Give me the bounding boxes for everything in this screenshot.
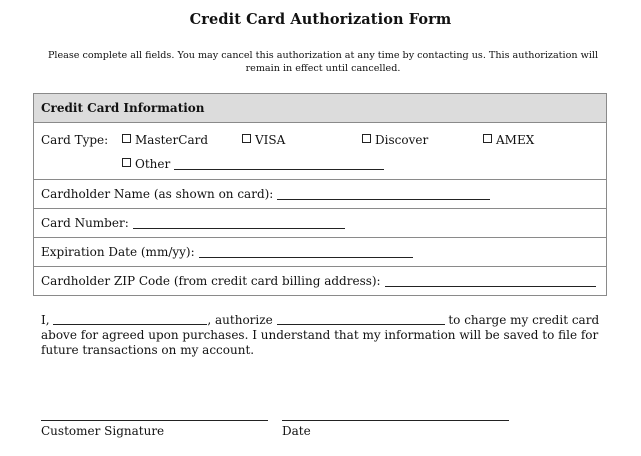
expiration-date-label: Expiration Date (mm/yy): xyxy=(41,245,195,259)
authorization-statement xyxy=(41,313,607,358)
card-number-label: Card Number: xyxy=(41,216,129,230)
other-checkbox[interactable] xyxy=(122,158,131,167)
amex-option[interactable] xyxy=(483,133,534,147)
card-type-row xyxy=(34,123,606,180)
section-header: Credit Card Information xyxy=(34,94,606,123)
customer-signature-label: Customer Signature xyxy=(41,424,165,438)
merchant-name-input-line[interactable] xyxy=(277,324,445,325)
customer-name-input-line[interactable] xyxy=(53,324,207,325)
discover-label: Discover xyxy=(375,133,429,147)
amex-checkbox[interactable] xyxy=(483,134,492,143)
cardholder-name-row xyxy=(34,180,606,209)
card-type-label: Card Type: xyxy=(41,133,109,147)
visa-option[interactable] xyxy=(242,133,285,147)
mastercard-label: MasterCard xyxy=(135,133,209,147)
card-number-input-line[interactable] xyxy=(133,228,345,229)
expiration-date-row xyxy=(34,238,606,267)
date-line[interactable] xyxy=(282,420,509,421)
discover-checkbox[interactable] xyxy=(362,134,371,143)
card-number-row xyxy=(34,209,606,238)
zip-code-label: Cardholder ZIP Code (from credit card billing address): xyxy=(41,274,381,288)
other-card-input-line[interactable] xyxy=(174,169,384,170)
visa-checkbox[interactable] xyxy=(242,134,251,143)
amex-label: AMEX xyxy=(496,133,535,147)
mastercard-checkbox[interactable] xyxy=(122,134,131,143)
credit-card-info-section xyxy=(33,93,607,296)
cardholder-name-input-line[interactable] xyxy=(277,199,490,200)
authorization-rest-text: above for agreed upon purchases. I understand that my information will be saved to file for future transactions on my account. xyxy=(41,328,599,357)
other-option[interactable] xyxy=(122,157,384,171)
date-label: Date xyxy=(282,424,311,438)
customer-signature-line[interactable] xyxy=(41,420,268,421)
other-label: Other xyxy=(135,157,171,171)
mastercard-option[interactable] xyxy=(122,133,208,147)
authorization-authorize-text: , authorize xyxy=(207,313,273,327)
expiration-date-input-line[interactable] xyxy=(199,257,413,258)
form-title: Credit Card Authorization Form xyxy=(189,11,452,28)
authorization-charge-text: to charge my credit card xyxy=(448,313,600,327)
zip-code-row xyxy=(34,267,606,296)
discover-option[interactable] xyxy=(362,133,428,147)
form-instructions: Please complete all fields. You may cancel this authorization at any time by contacting us. This authorization will remain in effect until cancelled. xyxy=(47,50,599,74)
cardholder-name-label: Cardholder Name (as shown on card): xyxy=(41,187,274,201)
visa-label: VISA xyxy=(255,133,286,147)
zip-code-input-line[interactable] xyxy=(385,286,596,287)
authorization-prefix: I, xyxy=(41,313,50,327)
